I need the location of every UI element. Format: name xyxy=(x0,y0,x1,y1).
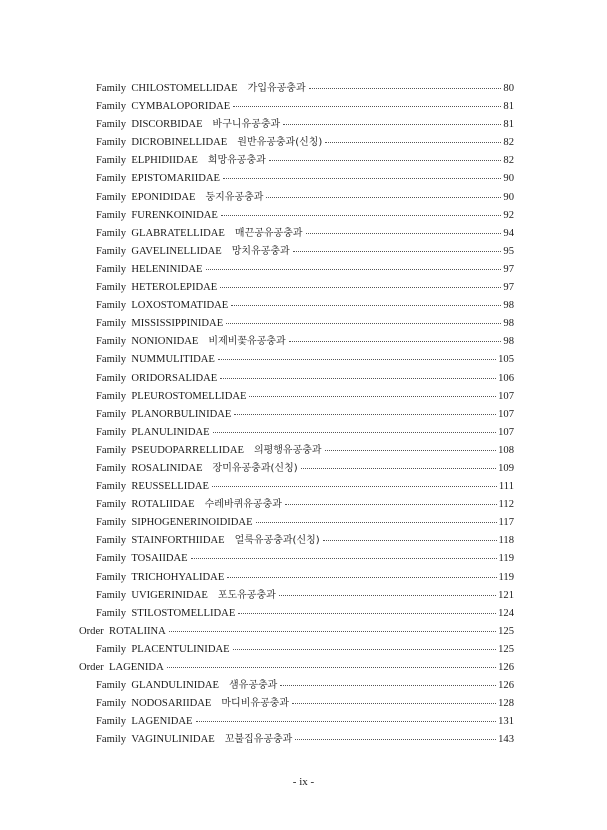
toc-page-number: 143 xyxy=(498,734,514,746)
toc-family-entry xyxy=(0,514,514,532)
toc-entry-title xyxy=(96,496,282,514)
toc-page-number: 107 xyxy=(498,426,514,438)
toc-entry-korean-name: 마디비유공충과 xyxy=(221,698,289,710)
toc-entry-title xyxy=(96,605,235,623)
toc-page-number: 119 xyxy=(498,553,514,565)
toc-entry-title xyxy=(96,116,280,134)
toc-entry-rank: Family xyxy=(96,589,127,601)
toc-entry-name: FURENKOINIDAE xyxy=(131,209,218,221)
toc-family-entry xyxy=(0,569,514,587)
toc-entry-rank: Family xyxy=(96,517,127,529)
toc-page-number: 98 xyxy=(503,318,514,330)
toc-page-number: 97 xyxy=(503,263,514,275)
toc-entry-title xyxy=(96,460,298,478)
toc-entry-rank: Family xyxy=(96,372,127,384)
toc-entry-name: PLEUROSTOMELLIDAE xyxy=(131,390,247,402)
toc-entry-title xyxy=(96,442,322,460)
toc-entry-rank: Family xyxy=(96,462,127,474)
toc-dot-leader xyxy=(325,141,501,143)
toc-entry-rank: Family xyxy=(96,553,127,565)
toc-entry-title xyxy=(96,695,289,713)
toc-entry-name: PLACENTULINIDAE xyxy=(131,643,230,655)
toc-family-entry xyxy=(0,170,514,188)
toc-dot-leader xyxy=(220,286,501,288)
toc-dot-leader xyxy=(269,159,502,161)
toc-page-number: 106 xyxy=(498,372,514,384)
toc-entry-title xyxy=(96,587,276,605)
toc-dot-leader xyxy=(233,105,501,107)
toc-entry-name: GLABRATELLIDAE xyxy=(131,227,225,239)
toc-order-entry xyxy=(0,623,514,641)
toc-entry-rank: Family xyxy=(96,734,127,746)
toc-page-number: 105 xyxy=(498,354,514,366)
toc-entry-korean-name: 장미유공충과(신칭) xyxy=(212,462,298,474)
toc-entry-rank: Family xyxy=(96,408,127,420)
toc-entry-rank: Family xyxy=(96,680,127,692)
toc-entry-rank: Family xyxy=(96,318,127,330)
toc-dot-leader xyxy=(226,322,501,324)
toc-family-entry xyxy=(0,532,514,550)
toc-page-number: 117 xyxy=(498,517,514,529)
toc-family-entry xyxy=(0,442,514,460)
toc-entry-name: ROTALIIDAE xyxy=(131,499,195,511)
toc-entry-rank: Family xyxy=(96,282,127,294)
toc-dot-leader xyxy=(285,503,497,505)
toc-family-entry xyxy=(0,370,514,388)
toc-entry-title xyxy=(96,152,266,170)
toc-entry-title xyxy=(96,80,306,98)
toc-page-number: 82 xyxy=(503,137,514,149)
toc-page-number: 125 xyxy=(498,643,514,655)
toc-entry-name: GAVELINELLIDAE xyxy=(131,245,222,257)
toc-page-number: 121 xyxy=(498,589,514,601)
toc-family-entry xyxy=(0,460,514,478)
toc-dot-leader xyxy=(196,720,497,722)
toc-entry-rank: Family xyxy=(96,643,127,655)
toc-page-number: 125 xyxy=(498,625,514,637)
toc-entry-title xyxy=(96,333,286,351)
toc-dot-leader xyxy=(227,576,496,578)
toc-entry-name: NODOSARIIDAE xyxy=(131,698,212,710)
toc-family-entry xyxy=(0,261,514,279)
toc-family-entry xyxy=(0,98,514,116)
toc-entry-name: PLANORBULINIDAE xyxy=(131,408,232,420)
toc-entry-name: NONIONIDAE xyxy=(131,336,199,348)
toc-entry-korean-name: 꼬불집유공충과 xyxy=(224,734,293,746)
toc-entry-rank: Family xyxy=(96,137,127,149)
toc-entry-name: TOSAIIDAE xyxy=(131,553,188,565)
toc-page-number: 82 xyxy=(503,155,514,167)
toc-entry-rank: Family xyxy=(96,155,127,167)
toc-page-number: 94 xyxy=(503,227,514,239)
toc-dot-leader xyxy=(213,431,497,433)
toc-dot-leader xyxy=(325,449,497,451)
toc-page-number: 97 xyxy=(503,282,514,294)
toc-entry-name: EPONIDIDAE xyxy=(131,191,196,203)
toc-entry-rank: Family xyxy=(96,173,127,185)
toc-entry-rank: Family xyxy=(96,209,127,221)
toc-dot-leader xyxy=(279,594,496,596)
toc-entry-title xyxy=(96,532,320,550)
toc-entry-name: PLANULINIDAE xyxy=(131,426,210,438)
toc-dot-leader xyxy=(301,467,496,469)
toc-entry-korean-name: 둥지유공충과 xyxy=(205,191,264,203)
toc-entry-title xyxy=(96,514,253,532)
toc-dot-leader xyxy=(238,612,496,614)
toc-entry-name: SIPHOGENERINOIDIDAE xyxy=(131,517,253,529)
toc-order-entry xyxy=(0,659,514,677)
toc-entry-rank: Order xyxy=(79,662,104,673)
toc-page-number: 90 xyxy=(503,191,514,203)
toc-entry-rank: Family xyxy=(96,535,127,547)
toc-entry-name: ELPHIDIIDAE xyxy=(131,155,198,167)
toc-entry-name: ROTALIINA xyxy=(109,625,166,637)
toc-entry-name: TRICHOHYALIDAE xyxy=(131,571,225,583)
toc-entry-rank: Family xyxy=(96,716,127,728)
toc-entry-rank: Family xyxy=(96,698,127,710)
toc-page-number: 112 xyxy=(498,499,514,511)
toc-page-number: 98 xyxy=(503,336,514,348)
toc-entry-title xyxy=(79,659,164,677)
toc-dot-leader xyxy=(295,738,496,740)
toc-page-number: 95 xyxy=(503,245,514,257)
toc-page-number: 111 xyxy=(498,481,514,493)
toc-entry-rank: Family xyxy=(96,390,127,402)
toc-entry-title xyxy=(96,569,224,587)
toc-family-entry xyxy=(0,424,514,442)
toc-entry-korean-name: 샘유공충과 xyxy=(229,680,278,692)
toc-dot-leader xyxy=(280,684,496,686)
toc-entry-korean-name: 포도유공충과 xyxy=(217,589,276,601)
toc-entry-korean-name: 원반유공충과(신칭) xyxy=(237,137,323,149)
toc-family-entry xyxy=(0,333,514,351)
toc-entry-rank: Family xyxy=(96,499,127,511)
toc-dot-leader xyxy=(221,214,502,216)
toc-entry-korean-name: 가입유공충과 xyxy=(247,83,306,94)
toc-family-entry xyxy=(0,351,514,369)
toc-entry-name: ORIDORSALIDAE xyxy=(131,372,218,384)
toc-entry-korean-name: 의평행유공충과 xyxy=(253,444,322,456)
toc-entry-title xyxy=(96,134,322,152)
toc-entry-title xyxy=(96,170,220,188)
toc-family-entry xyxy=(0,116,514,134)
toc-entry-title xyxy=(96,98,230,116)
toc-entry-title xyxy=(96,424,210,442)
toc-family-entry xyxy=(0,315,514,333)
toc-entry-rank: Family xyxy=(96,101,127,113)
toc-entry-title xyxy=(96,406,231,424)
toc-family-entry xyxy=(0,297,514,315)
toc-entry-korean-name: 바구니유공충과 xyxy=(212,119,281,131)
toc-dot-leader xyxy=(266,196,501,198)
toc-entry-rank: Family xyxy=(96,607,127,619)
page-number-footer: - ix - xyxy=(292,776,315,788)
toc-entry-rank: Family xyxy=(96,426,127,438)
toc-family-entry xyxy=(0,134,514,152)
toc-entry-name: EPISTOMARIIDAE xyxy=(131,173,221,185)
toc-page-number: 109 xyxy=(498,462,514,474)
toc-dot-leader xyxy=(212,485,497,487)
toc-page-number: 119 xyxy=(498,571,514,583)
toc-entry-name: CHILOSTOMELLIDAE xyxy=(131,83,238,94)
toc-entry-name: STILOSTOMELLIDAE xyxy=(131,607,236,619)
toc-dot-leader xyxy=(218,358,496,360)
toc-entry-name: HELENINIDAE xyxy=(131,263,203,275)
toc-dot-leader xyxy=(306,232,502,234)
toc-dot-leader xyxy=(191,557,497,559)
toc-page-number: 128 xyxy=(498,698,514,710)
toc-family-entry xyxy=(0,152,514,170)
toc-entry-title xyxy=(96,243,290,261)
toc-entry-name: ROSALINIDAE xyxy=(131,462,203,474)
toc-entry-rank: Family xyxy=(96,354,127,366)
toc-entry-title xyxy=(79,623,166,641)
toc-entry-title xyxy=(96,207,218,225)
toc-family-entry xyxy=(0,605,514,623)
toc-entry-title xyxy=(96,388,246,406)
toc-entry-name: UVIGERINIDAE xyxy=(131,589,208,601)
toc-entry-name: LOXOSTOMATIDAE xyxy=(131,300,229,312)
toc-entry-rank: Family xyxy=(96,336,127,348)
toc-dot-leader xyxy=(233,648,497,650)
toc-entry-title xyxy=(96,225,303,243)
toc-family-entry xyxy=(0,80,514,98)
toc-entry-title xyxy=(96,351,215,369)
toc-family-entry xyxy=(0,207,514,225)
toc-page-number: 90 xyxy=(503,173,514,185)
toc-family-entry xyxy=(0,731,514,749)
toc-entry-korean-name: 매끈공유공충과 xyxy=(234,227,303,239)
toc-entry-korean-name: 희망유공충과 xyxy=(207,155,266,167)
toc-entry-name: LAGENIDAE xyxy=(131,716,193,728)
toc-page-number: 126 xyxy=(498,662,514,673)
toc-entry-name: MISSISSIPPINIDAE xyxy=(131,318,224,330)
toc-entry-title xyxy=(96,315,223,333)
toc-dot-leader xyxy=(167,666,496,668)
toc-entry-title xyxy=(96,641,230,659)
toc-entry-rank: Family xyxy=(96,119,127,131)
toc-page-number: 107 xyxy=(498,390,514,402)
toc-page-number: 131 xyxy=(498,716,514,728)
toc-page-number: 124 xyxy=(498,607,514,619)
toc-page-number: 126 xyxy=(498,680,514,692)
toc-entry-name: PSEUDOPARRELLIDAE xyxy=(131,444,244,456)
toc-family-entry xyxy=(0,279,514,297)
toc-entry-rank: Family xyxy=(96,83,127,94)
toc-family-entry xyxy=(0,388,514,406)
toc-family-entry xyxy=(0,243,514,261)
toc-dot-leader xyxy=(293,250,502,252)
toc-entry-rank: Order xyxy=(79,625,104,637)
toc-family-entry xyxy=(0,225,514,243)
toc-page-number: 107 xyxy=(498,408,514,420)
toc-entry-korean-name: 비제비꽃유공충과 xyxy=(208,336,286,348)
toc-dot-leader xyxy=(223,177,501,179)
toc-dot-leader xyxy=(323,539,497,541)
toc-dot-leader xyxy=(256,521,497,523)
toc-page-number: 118 xyxy=(498,535,514,547)
toc-dot-leader xyxy=(169,630,496,632)
toc-entry-name: HETEROLEPIDAE xyxy=(131,282,218,294)
toc-dot-leader xyxy=(249,395,496,397)
toc-entry-title xyxy=(96,261,203,279)
toc-dot-leader xyxy=(206,268,502,270)
toc-page-number: 98 xyxy=(503,300,514,312)
toc-entry-title xyxy=(96,550,188,568)
toc-entry-title xyxy=(96,731,292,749)
toc-family-entry xyxy=(0,496,514,514)
toc-family-entry xyxy=(0,695,514,713)
toc-entry-title xyxy=(96,279,217,297)
toc-entry-name: GLANDULINIDAE xyxy=(131,680,220,692)
toc-family-entry xyxy=(0,713,514,731)
toc-family-entry xyxy=(0,550,514,568)
toc-entry-korean-name: 얼룩유공충과(신칭) xyxy=(234,535,320,547)
toc-dot-leader xyxy=(231,304,501,306)
toc-entry-rank: Family xyxy=(96,571,127,583)
toc-family-entry xyxy=(0,189,514,207)
toc-page-number: 81 xyxy=(503,119,514,131)
toc-entry-title xyxy=(96,297,228,315)
toc-page-number: 81 xyxy=(503,101,514,113)
toc-dot-leader xyxy=(220,377,496,379)
toc-entry-name: VAGINULINIDAE xyxy=(131,734,215,746)
toc-family-entry xyxy=(0,677,514,695)
toc-page-number: 92 xyxy=(503,209,514,221)
toc-entry-rank: Family xyxy=(96,227,127,239)
toc-entry-title xyxy=(96,677,277,695)
toc-entry-rank: Family xyxy=(96,245,127,257)
toc-dot-leader xyxy=(292,702,496,704)
toc-entry-rank: Family xyxy=(96,481,127,493)
toc-family-entry xyxy=(0,641,514,659)
toc-entry-title xyxy=(96,370,217,388)
toc-family-entry xyxy=(0,587,514,605)
toc-entry-name: NUMMULITIDAE xyxy=(131,354,215,366)
toc-entry-title xyxy=(96,189,263,207)
toc-entry-rank: Family xyxy=(96,300,127,312)
toc-dot-leader xyxy=(283,123,501,125)
toc-entry-title xyxy=(96,713,193,731)
toc-dot-leader xyxy=(289,340,502,342)
toc-family-entry xyxy=(0,478,514,496)
toc-entry-korean-name: 수레바퀴유공충과 xyxy=(204,499,282,511)
toc-dot-leader xyxy=(234,413,496,415)
toc-entry-korean-name: 망치유공충과 xyxy=(231,245,290,257)
toc-entry-name: CYMBALOPORIDAE xyxy=(131,101,231,113)
toc-entry-rank: Family xyxy=(96,263,127,275)
toc-family-entry xyxy=(0,406,514,424)
toc-entry-title xyxy=(96,478,209,496)
toc-entry-name: LAGENIDA xyxy=(109,662,164,673)
toc-entry-rank: Family xyxy=(96,191,127,203)
toc-entry-rank: Family xyxy=(96,444,127,456)
toc-page-number: 80 xyxy=(503,83,514,94)
toc-page-number: 108 xyxy=(498,444,514,456)
table-of-contents xyxy=(0,80,607,749)
toc-dot-leader xyxy=(309,87,502,89)
toc-entry-name: DICROBINELLIDAE xyxy=(131,137,228,149)
toc-entry-name: REUSSELLIDAE xyxy=(131,481,210,493)
toc-entry-name: STAINFORTHIIDAE xyxy=(131,535,225,547)
toc-entry-name: DISCORBIDAE xyxy=(131,119,203,131)
